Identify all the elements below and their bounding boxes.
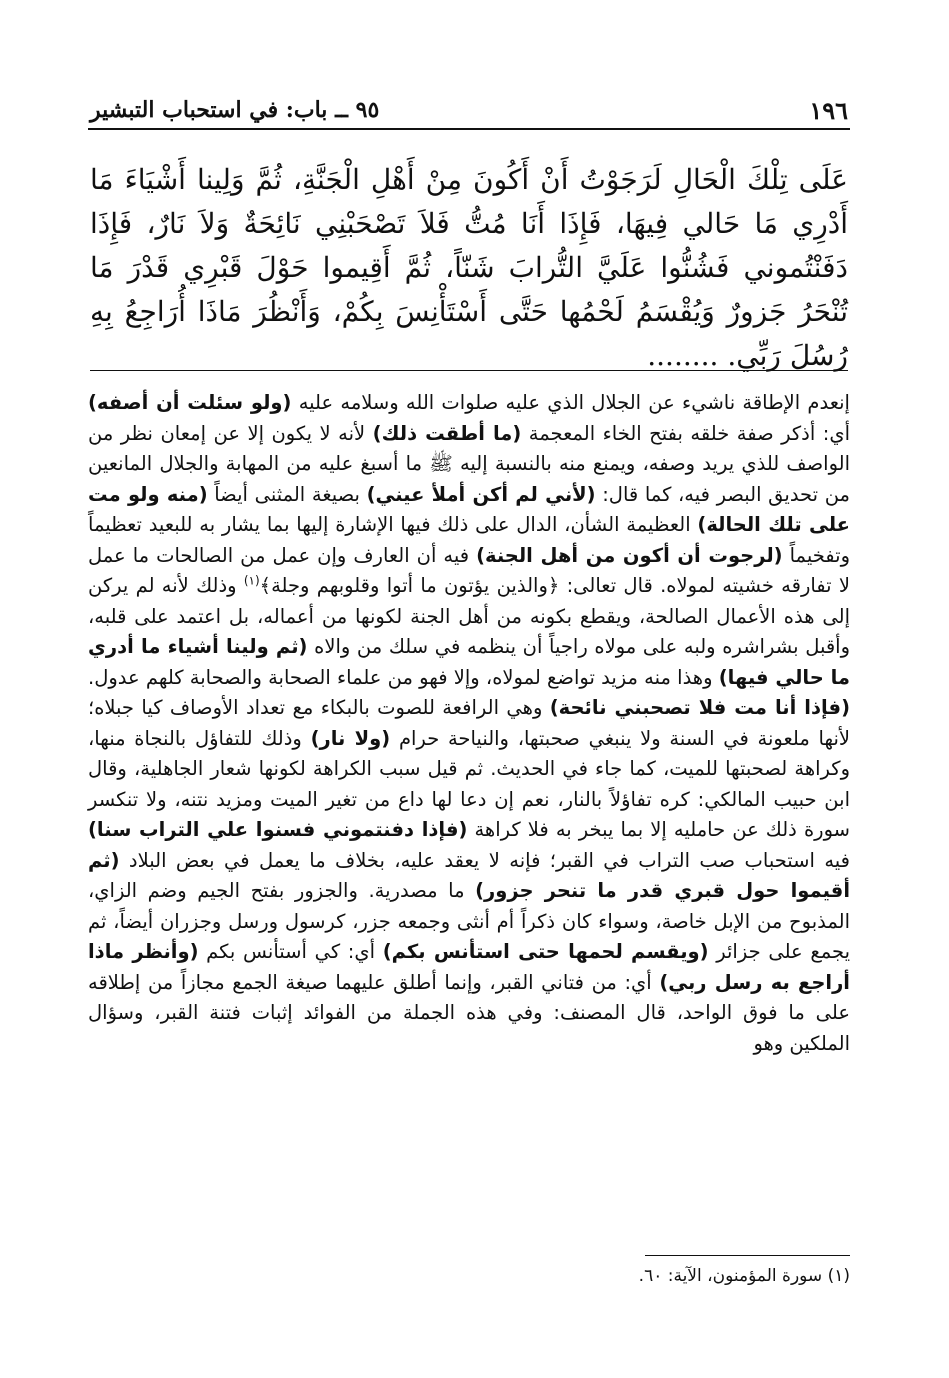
- quoted-hadith-fragment: (ما أطقت ذلك): [372, 421, 522, 445]
- quoted-hadith-fragment: (ثم أقيموا حول قبري قدر ما تنحر جزور): [88, 848, 851, 902]
- quoted-hadith-fragment: (فإذا دفنتموني فسنوا علي التراب سنا): [88, 818, 468, 841]
- commentary-segment: لأنه لا يكون إلا عن إمعان نظر من الواصف للذي يريد وصفه، ويمنع منه بالنسبة إليه ﷺ ما أسبغ عليه من المهابة والجلال المانعين من تحديق البصر فيه، كما قال:: [88, 421, 850, 506]
- commentary-segment: وذلك لأنه لم يركن إلى هذه الأعمال الصالحة، ويقطع بكونه من أهل الجنة لكونها من أعماله، بل اعتمد على قلبه، وأقبل بشراشره ولبه على مولاه راجياً أن ينظمه في سلك من والاه: [88, 574, 851, 658]
- quoted-hadith-fragment: (منه ولو مت على تلك الحالة): [88, 482, 851, 536]
- quoted-hadith-fragment: (ثم ولينا أشياء ما أدري ما حالي فيها): [88, 635, 850, 689]
- commentary-segment: إنعدم الإطاقة ناشيء عن الجلال الذي عليه صلوات الله وسلامه عليه: [291, 391, 850, 414]
- commentary-segment: وذلك للتفاؤل بالنجاة منها، وكراهة لصحبتها للميت، كما جاء في الحديث. ثم قيل سبب الكراهة لكونها شعار الجاهلية، وقال ابن حبيب المالكي: كره تفاؤلاً بالنار، نعم إن دعا لها داع من تغير الميت ومزيد نتنه، ولا تنكسر سورة ذلك عن حامليه إلا بما يبخر به فلا كراهة: [88, 726, 850, 841]
- quoted-hadith-fragment: (ولو سئلت أن أصفه): [88, 391, 292, 414]
- hadith-body: عَلَى تِلْكَ الْحَالِ لَرَجَوْتُ أَنْ أَكُونَ مِنْ أَهْلِ الْجَنَّةِ، ثُمَّ وَلِينا أَشْيَاءَ مَا أَدْرِي مَا حَالي فِيهَا، فَإِذَا أَنَا مُتُّ فَلاَ تَصْحَبْنِي نَائِحَةٌ وَلاَ نَارٌ، فَإِذَا دَفَنْتُموني فَشُنُّوا عَلَيَّ التُّرابَ شَنّاً، ثُمَّ أَقِيموا حَوْلَ قَبْرِي قَدْرَ مَا تُنْحَرُ جَزورٌ وَيُقْسَمُ لَحْمُها حَتَّى أَسْتَأْنِسَ بِكُمْ، وَأَنْظُرَ مَاذَا أُرَاجِعُ بِهِ رُسُلَ رَبِّي.: [90, 163, 848, 372]
- commentary-text: [88, 388, 850, 1059]
- page-number: ١٩٦: [809, 95, 848, 125]
- commentary-segment: أي: أذكر صفة خلقه بفتح الخاء المعجمة: [521, 421, 850, 445]
- commentary-segment: ما مصدرية. والجزور بفتح الجيم وضم الزاي، المذبوح من الإبل خاصة، وسواء كان ذكراً أم أنثى وجمعه جزر، كرسول ورسل وجزران أيضاً، ثم يجمع على جزائر: [88, 879, 850, 963]
- quoted-hadith-fragment: (فإذا أنا مت فلا تصحبني نائحة): [549, 696, 850, 719]
- commentary-paragraph: [88, 388, 850, 1059]
- quoted-hadith-fragment: (وأنظر ماذا أراجع به رسل ربي): [88, 940, 850, 994]
- hadith-text: [90, 158, 848, 378]
- hadith-ellipsis: ........: [647, 339, 719, 372]
- commentary-segment: فيه أن العارف وإن عمل من الصالحات ما عمل لا تفارقه خشيته لمولاه. قال تعالى: ﴿والذين يؤتون ما أتوا وقلوبهم وجلة﴾: [88, 543, 850, 597]
- quoted-hadith-fragment: (لرجوت أن أكون من أهل الجنة): [476, 543, 783, 567]
- footnote-divider: [645, 1255, 850, 1256]
- chapter-title: ٩٥ ــ باب: في استحباب التبشير: [90, 97, 380, 123]
- quoted-hadith-fragment: (لأني لم أكن أملأ عيني): [366, 482, 596, 506]
- commentary-segment: بصيغة المثنى أيضاً: [207, 482, 367, 506]
- commentary-segment: وهذا منه مزيد تواضع لمولاه، وإلا فهو من علماء الصحابة والصحابة كلهم عدول.: [88, 665, 719, 689]
- header-divider: [88, 128, 850, 130]
- footnote: (١) سورة المؤمنون، الآية: ٦٠.: [638, 1266, 850, 1286]
- quoted-hadith-fragment: (ولا نار): [310, 726, 391, 750]
- section-divider: [90, 370, 848, 371]
- commentary-segment: أي: كي أستأنس بكم: [198, 940, 383, 963]
- commentary-segment: أي: من فتاني القبر، وإنما أطلق عليهما صيغة الجمع مجازاً من إطلاقه على ما فوق الواحد، قال المصنف: وفي هذه الجملة من الفوائد إثبات فتنة القبر، وسؤال الملكين وهو: [88, 970, 850, 1055]
- footnote-marker: (١): [243, 573, 260, 588]
- commentary-segment: وهي الرافعة للصوت بالبكاء مع تعداد الأوصاف كيا جبلاه؛ لأنها ملعونة في السنة ولا ينبغي صحبتها، والنياحة حرام: [88, 696, 851, 750]
- page-header: [90, 92, 848, 128]
- commentary-segment: فيه استحباب صب التراب في القبر؛ فإنه لا يعقد عليه، بخلاف ما يعمل في بعض البلاد: [119, 848, 850, 872]
- commentary-segment: العظيمة الشأن، الدال على ذلك فيها الإشارة إليها بما يشار به للبعيد تعظيماً وتفخيماً: [88, 513, 851, 567]
- quoted-hadith-fragment: (ويقسم لحمها حتى استأنس بكم): [382, 940, 709, 963]
